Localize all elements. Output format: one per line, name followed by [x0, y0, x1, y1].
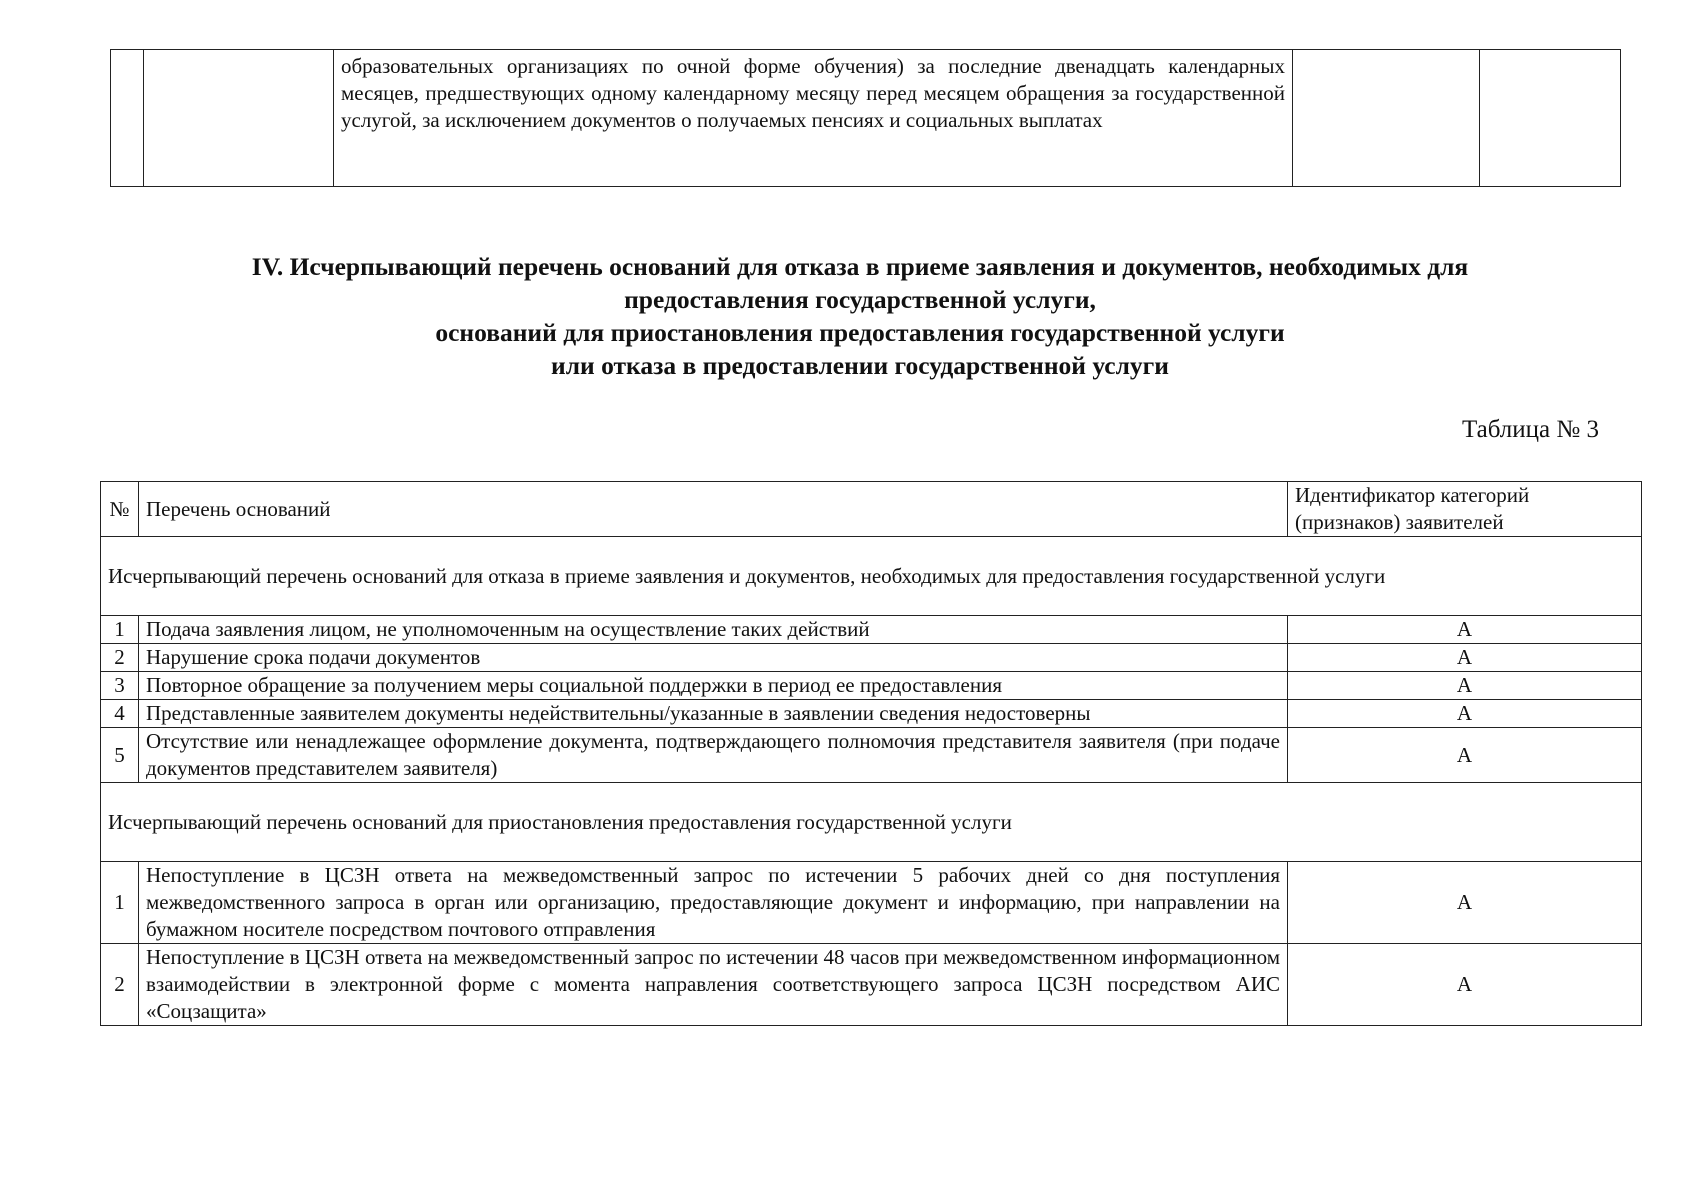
section-title: Исчерпывающий перечень оснований для отказа в приеме заявления и документов, необходимых для предоставления государственной услуги — [101, 537, 1642, 616]
section-title-row — [101, 783, 1642, 862]
table-header-row — [101, 482, 1642, 537]
row-num: 2 — [101, 944, 139, 1026]
row-identifier: А — [1288, 644, 1642, 672]
row-text: Представленные заявителем документы недействительны/указанные в заявлении сведения недостоверны — [139, 700, 1288, 728]
table-row — [101, 700, 1642, 728]
row-text: Непоступление в ЦСЗН ответа на межведомственный запрос по истечении 5 рабочих дней со дня поступления межведомственного запроса в орган или организацию, предоставляющие документ и информацию, при направлении на бумажном носителе посредством почтового отправления — [139, 862, 1288, 944]
empty-cell — [1293, 50, 1480, 187]
section-title-row — [101, 537, 1642, 616]
row-num: 3 — [101, 672, 139, 700]
row-text: Нарушение срока подачи документов — [139, 644, 1288, 672]
row-text: Подача заявления лицом, не уполномоченным на осуществление таких действий — [139, 616, 1288, 644]
row-num: 4 — [101, 700, 139, 728]
table-caption: Таблица № 3 — [1461, 416, 1599, 443]
section-title: Исчерпывающий перечень оснований для приостановления предоставления государственной услуги — [101, 783, 1642, 862]
row-text: Отсутствие или ненадлежащее оформление документа, подтверждающего полномочия представителя заявителя (при подаче документов представителем заявителя) — [139, 728, 1288, 783]
grounds-table — [100, 481, 1642, 1026]
row-identifier: А — [1288, 862, 1642, 944]
table-row — [101, 862, 1642, 944]
section-heading — [110, 250, 1610, 382]
table-row — [101, 616, 1642, 644]
header-num: № — [101, 482, 139, 537]
row-text: Непоступление в ЦСЗН ответа на межведомственный запрос по истечении 48 часов при межведомственном информационном взаимодействии в электронной форме с момента направления соответствующего запроса ЦСЗН посредством АИС «Соцзащита» — [139, 944, 1288, 1026]
heading-line: или отказа в предоставлении государственной услуги — [551, 351, 1169, 380]
row-text: Повторное обращение за получением меры социальной поддержки в период ее предоставления — [139, 672, 1288, 700]
row-identifier: А — [1288, 728, 1642, 783]
empty-cell — [111, 50, 144, 187]
empty-cell — [1480, 50, 1621, 187]
row-identifier: А — [1288, 944, 1642, 1026]
row-identifier: А — [1288, 616, 1642, 644]
row-num: 1 — [101, 862, 139, 944]
continuation-table — [110, 49, 1621, 187]
table-row — [101, 644, 1642, 672]
header-grounds: Перечень оснований — [139, 482, 1288, 537]
header-identifier: Идентификатор категорий (признаков) заявителей — [1288, 482, 1642, 537]
table-row — [101, 944, 1642, 1026]
table-row — [101, 672, 1642, 700]
empty-cell — [144, 50, 334, 187]
row-num: 5 — [101, 728, 139, 783]
row-num: 1 — [101, 616, 139, 644]
heading-line: IV. Исчерпывающий перечень оснований для отказа в приеме заявления и документов, необходимых для — [251, 252, 1469, 281]
row-num: 2 — [101, 644, 139, 672]
table-row — [101, 728, 1642, 783]
table-row — [111, 50, 1621, 187]
heading-line: оснований для приостановления предоставления государственной услуги — [435, 318, 1285, 347]
row-identifier: А — [1288, 700, 1642, 728]
heading-line: предоставления государственной услуги, — [624, 285, 1096, 314]
continuation-text: образовательных организациях по очной форме обучения) за последние двенадцать календарных месяцев, предшествующих одному календарному месяцу перед месяцем обращения за государственной услугой, за исключением документов о получаемых пенсиях и социальных выплатах — [334, 50, 1293, 187]
row-identifier: А — [1288, 672, 1642, 700]
